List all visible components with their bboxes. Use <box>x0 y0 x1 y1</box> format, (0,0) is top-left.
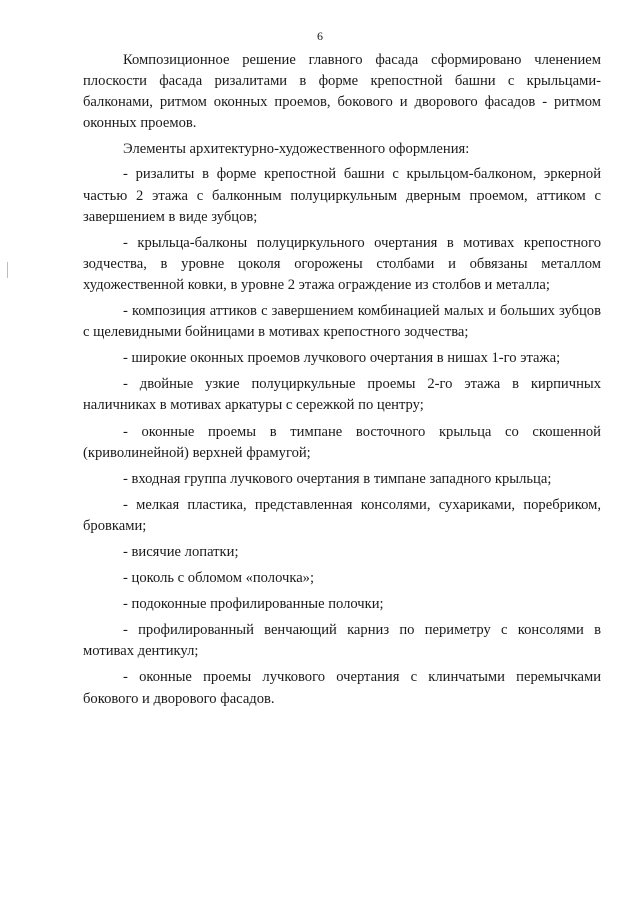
list-item: - двойные узкие полуциркульные проемы 2-го этажа в кирпичных наличниках в мотивах аркатуры с сережкой по центру; <box>83 376 601 414</box>
list-item: - подоконные профилированные полочки; <box>123 596 384 613</box>
list-item: - широкие оконных проемов лучкового очертания в нишах 1-го этажа; <box>123 350 561 367</box>
list-item: - профилированный венчающий карниз по периметру с консолями в мотивах дентикул; <box>83 622 601 660</box>
intro-paragraph: Композиционное решение главного фасада сформировано членением плоскости фасада ризалитами в форме крепостной башни с крыльцами-балконами, ритмом оконных проемов, бокового и дворового фасадов - ритмом оконных проемов. <box>83 52 601 132</box>
list-item: - цоколь с обломом «полочка»; <box>123 570 315 587</box>
elements-heading: Элементы архитектурно-художественного оформления: <box>123 141 470 158</box>
list-item: - висячие лопатки; <box>123 543 239 560</box>
scan-margin-mark <box>7 262 8 278</box>
list-item: - ризалиты в форме крепостной башни с крыльцом-балконом, эркерной частью 2 этажа с балконным полуциркульным дверным проемом, аттиком с завершением в виде зубцов; <box>83 166 601 225</box>
list-item: - входная группа лучкового очертания в тимпане западного крыльца; <box>123 470 552 487</box>
list-item: - мелкая пластика, представленная консолями, сухариками, поребриком, бровками; <box>83 496 601 534</box>
document-body <box>83 50 601 715</box>
list-item: - композиция аттиков с завершением комбинацией малых и больших зубцов с щелевидными бойницами в мотивах крепостного зодчества; <box>83 303 601 341</box>
list-item: - крыльца-балконы полуциркульного очертания в мотивах крепостного зодчества, в уровне цоколя огорожены столбами и обвязаны металлом художественной ковки, в уровне 2 этажа ограждение из столбов и металла; <box>83 234 601 293</box>
list-item: - оконные проемы лучкового очертания с клинчатыми перемычками бокового и дворового фасадов. <box>83 669 601 707</box>
list-item: - оконные проемы в тимпане восточного крыльца со скошенной (криволинейной) верхней фрамугой; <box>83 423 601 461</box>
page-number: 6 <box>317 29 323 43</box>
